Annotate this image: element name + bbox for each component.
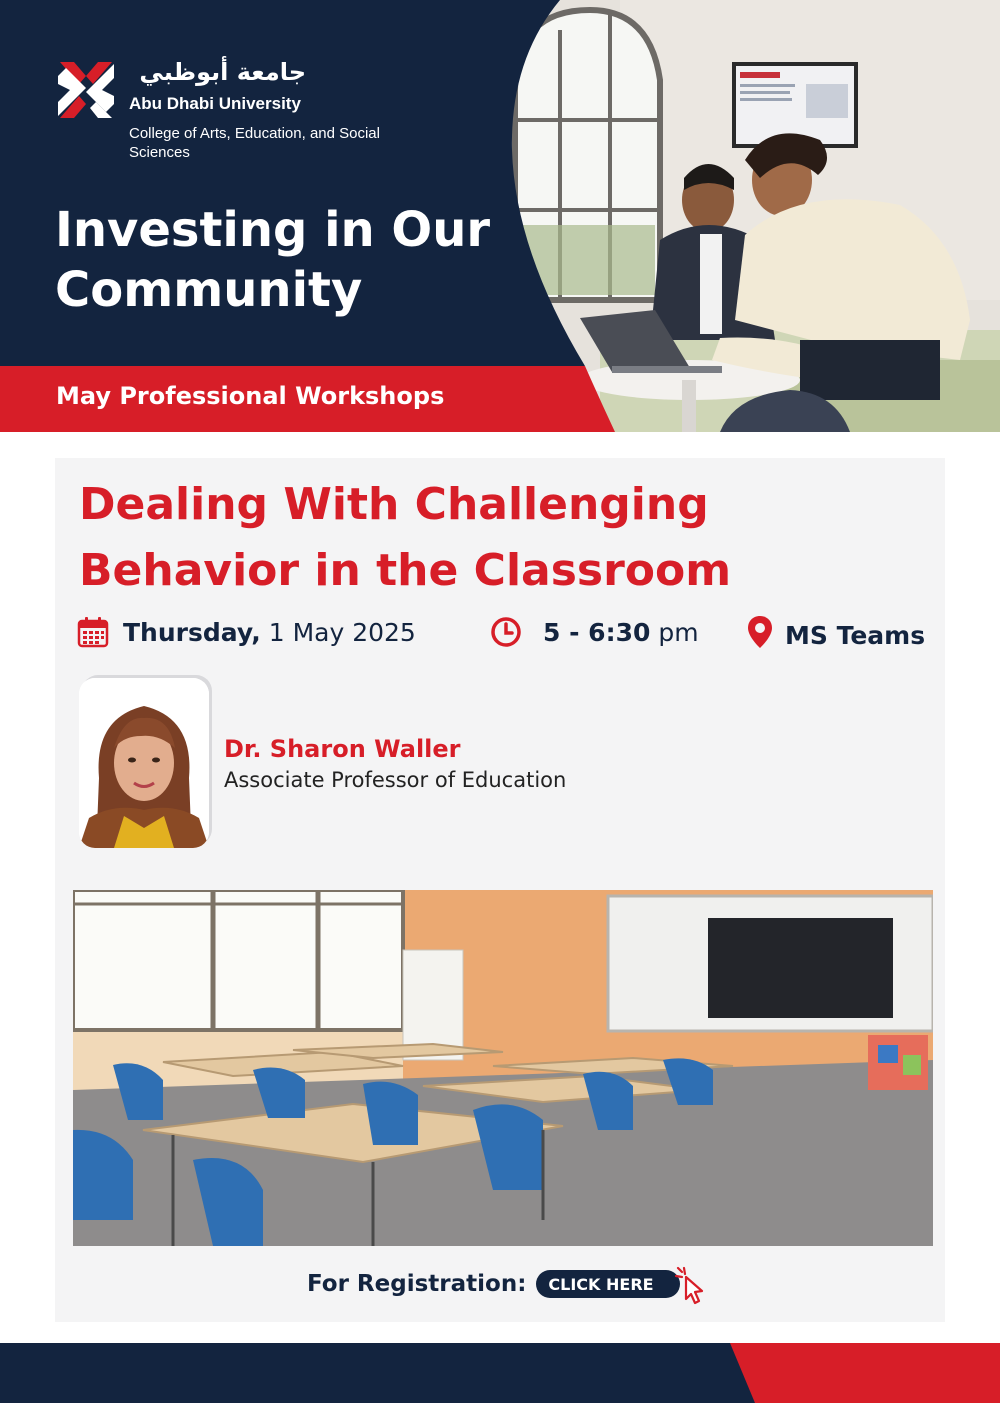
adu-logo-icon [54, 58, 118, 122]
workshop-title: Dealing With Challenging Behavior in the Classroom [79, 479, 732, 596]
classroom-photo [73, 890, 933, 1246]
speaker-role: Associate Professor of Education [224, 768, 567, 792]
page-title: Investing in Our Community [55, 202, 491, 318]
header [0, 0, 1000, 432]
event-time-unit: pm [658, 617, 699, 647]
event-details [77, 610, 937, 654]
registration-label: For Registration: [307, 1271, 527, 1297]
speaker-portrait [79, 678, 209, 848]
event-time-value: 5 - 6:30 [543, 617, 651, 647]
event-time [489, 610, 699, 654]
footer-band [0, 1343, 1000, 1403]
college-name: College of Arts, Education, and Social Sciences [129, 125, 380, 161]
university-name-english: Abu Dhabi University [129, 94, 301, 113]
clock-icon [489, 615, 523, 649]
event-location [747, 610, 925, 654]
workshop-card [55, 458, 945, 1322]
speaker-name: Dr. Sharon Waller [224, 735, 461, 763]
cursor-click-icon [674, 1264, 712, 1306]
register-click-here-button[interactable] [536, 1270, 679, 1298]
event-location-value: MS Teams [785, 620, 926, 650]
university-name-arabic: جامعة أبوظبي [139, 58, 306, 86]
event-day: Thursday, [123, 617, 261, 647]
registration-row [307, 1264, 680, 1304]
banner-label: May Professional Workshops [56, 382, 445, 410]
event-date-value: 1 May 2025 [268, 617, 416, 647]
event-date [77, 610, 416, 654]
location-pin-icon [747, 615, 773, 649]
calendar-icon [77, 616, 109, 648]
register-button-label: CLICK HERE [548, 1274, 654, 1294]
